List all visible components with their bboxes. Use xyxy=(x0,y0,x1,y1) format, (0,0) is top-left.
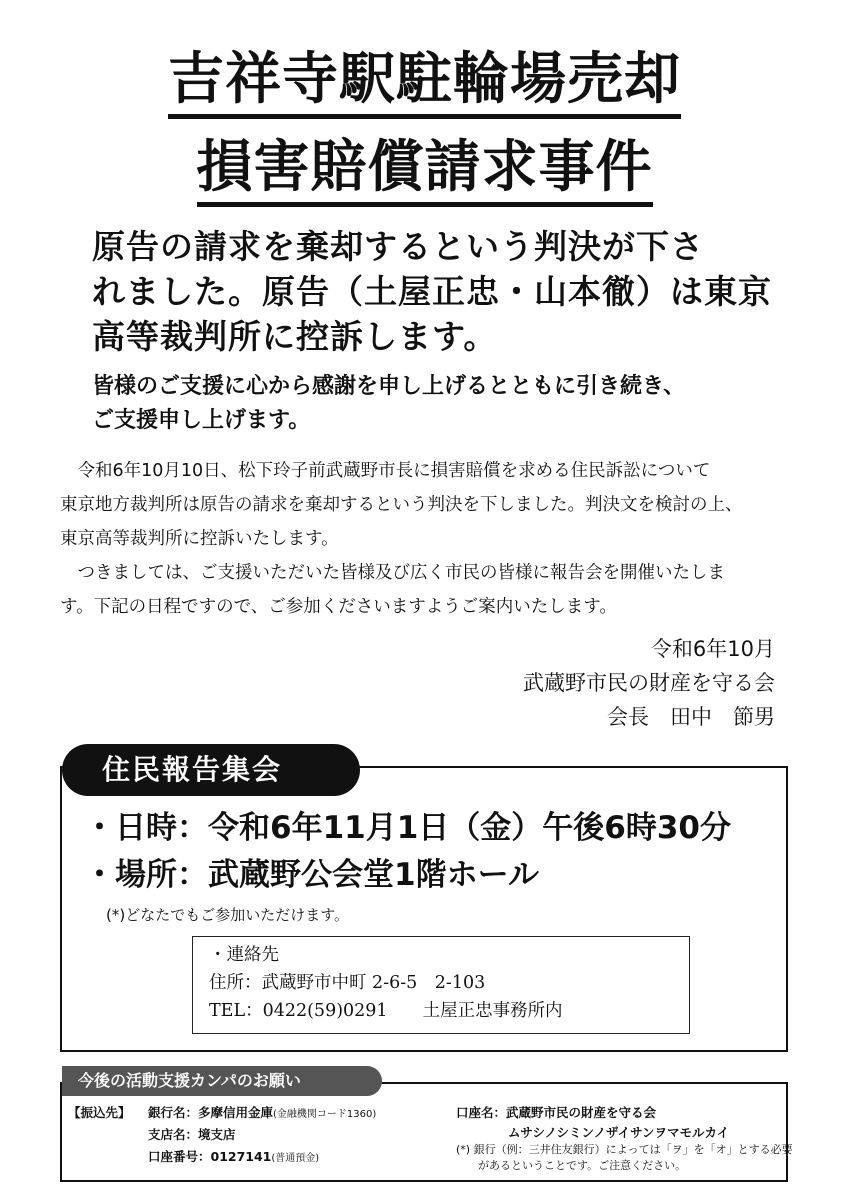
signature-chair: 会長 田中 節男 xyxy=(607,705,775,729)
bank-name-text: 銀行名：多摩信用金庫 xyxy=(148,1105,274,1120)
meeting-note: (*)どなたでもご参加いただけます。 xyxy=(106,906,350,924)
account-number-text: 口座番号：0127141 xyxy=(148,1149,272,1164)
lead-line: 高等裁判所に控訴します。 xyxy=(92,317,498,356)
body-line: す。下記の日程ですので、ご参加くださいますようご案内いたします。 xyxy=(60,597,617,617)
bank-name xyxy=(148,1102,376,1126)
thanks-message xyxy=(92,370,772,438)
body-line: 東京地方裁判所は原告の請求を棄却するという判決を下しました。判決文を検討の上、 xyxy=(60,495,743,515)
campaign-label: 今後の活動支援カンパのお願い xyxy=(62,1066,382,1096)
signature-block xyxy=(523,632,775,734)
contact-address: 住所：武蔵野市中町 2-6-5 2-103 xyxy=(209,973,486,993)
kana-note-line-1: (*) 銀行（例：三井住友銀行）によっては「ヲ」を「オ」とする必要 xyxy=(456,1143,793,1156)
signature-org: 武蔵野市民の財産を守る会 xyxy=(523,671,775,695)
transfer-label: 【振込先】 xyxy=(68,1105,131,1120)
meeting-label: 住民報告集会 xyxy=(62,744,360,796)
account-name: 口座名：武蔵野市民の財産を守る会 xyxy=(456,1105,657,1120)
account-kana: ムサシノシミンノザイサンヲマモルカイ xyxy=(508,1125,730,1140)
thanks-line: ご支援申し上げます。 xyxy=(92,408,311,433)
body-line: 東京高等裁判所に控訴いたします。 xyxy=(60,529,339,549)
bank-code: (金融機関コード1360) xyxy=(273,1109,377,1120)
thanks-line: 皆様のご支援に心から感謝を申し上げるとともに引き続き、 xyxy=(92,374,686,399)
lead-line: 原告の請求を棄却するという判決が下さ xyxy=(92,227,704,266)
contact-heading: ・連絡先 xyxy=(209,945,279,965)
kana-note-line-2: があるということです。ご注意ください。 xyxy=(478,1159,687,1172)
body-line: つきましては、ご支援いただいた皆様及び広く市民の皆様に報告会を開催いたしま xyxy=(60,563,725,583)
contact-tel: TEL：0422(59)0291 土屋正忠事務所内 xyxy=(209,1001,563,1021)
body-paragraph xyxy=(60,454,795,624)
account-type: (普通預金) xyxy=(271,1153,320,1164)
signature-date: 令和6年10月 xyxy=(650,637,775,661)
contact-box xyxy=(192,936,690,1034)
body-line: 令和6年10月10日、松下玲子前武蔵野市長に損害賠償を求める住民訴訟について xyxy=(60,461,711,481)
meeting-datetime: ・日時：令和6年11月1日（金）午後6時30分 xyxy=(84,810,731,846)
lead-line: れました。原告（土屋正忠・山本徹）は東京 xyxy=(92,272,772,311)
branch-name: 支店名：境支店 xyxy=(148,1127,236,1142)
account-number xyxy=(148,1146,319,1170)
lead-announcement xyxy=(92,224,772,359)
page-title-line-2: 損害賠償請求事件 xyxy=(0,140,849,196)
meeting-place: ・場所：武蔵野公会堂1階ホール xyxy=(84,857,539,893)
page-title-line-1: 吉祥寺駅駐輪場売却 xyxy=(0,52,849,108)
